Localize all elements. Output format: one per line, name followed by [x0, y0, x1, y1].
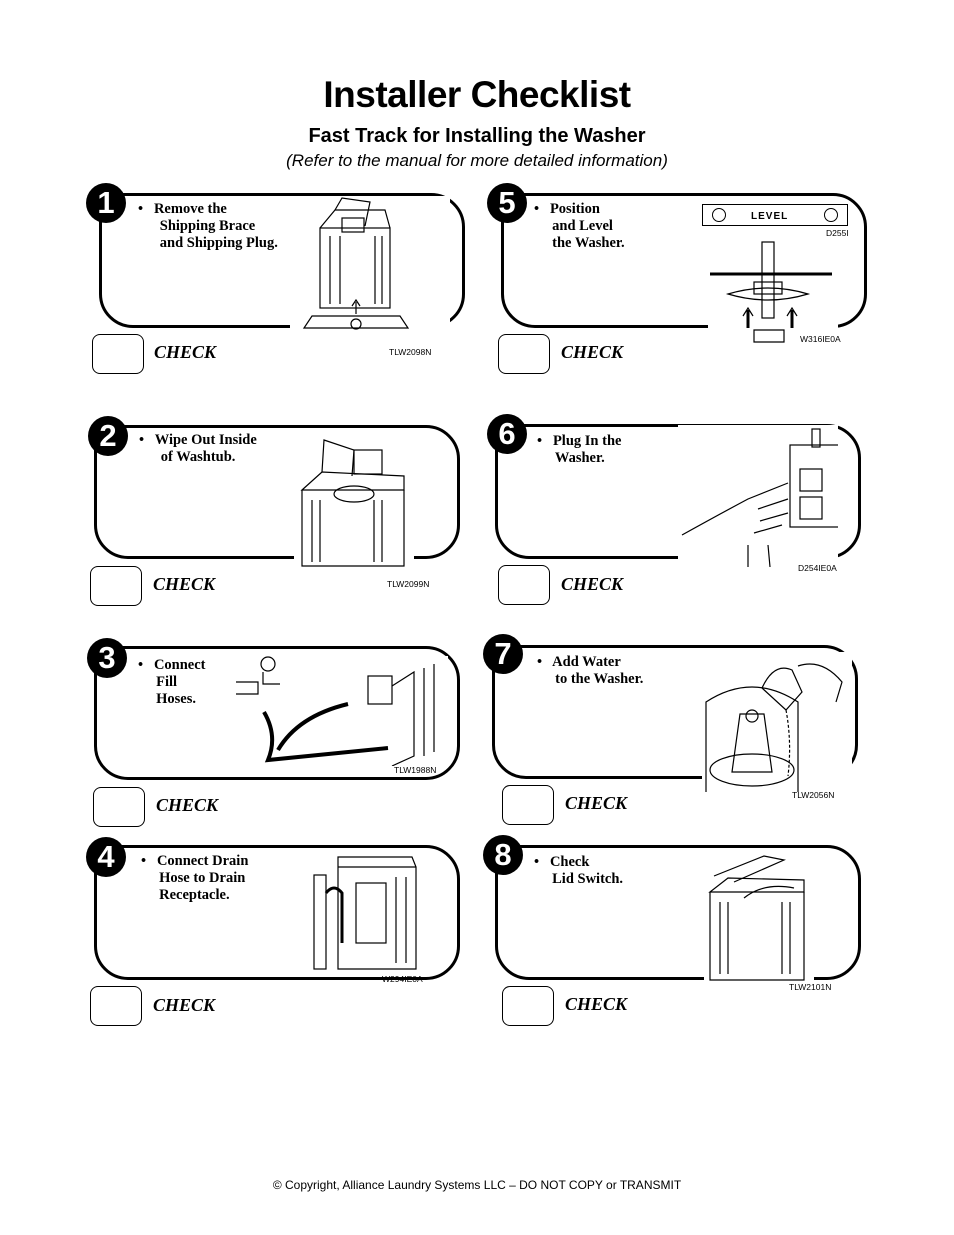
illustration-code: W316IE0A: [800, 334, 841, 344]
fill-hoses-illustration: [228, 656, 448, 766]
step-number-badge: 3: [87, 638, 127, 678]
check-box[interactable]: [502, 785, 554, 825]
illustration-code: W294IE0A: [382, 974, 423, 984]
check-label: CHECK: [154, 342, 217, 362]
check-box[interactable]: [502, 986, 554, 1026]
illustration-code: TLW2099N: [387, 579, 430, 589]
washer-shipping-brace-illustration: [290, 196, 450, 346]
illustration-code: D254IE0A: [798, 563, 837, 573]
step-instruction: • Wipe Out Inside of Washtub.: [139, 432, 257, 465]
page-title: Installer Checklist: [323, 74, 631, 115]
illustration-code: TLW2101N: [789, 982, 832, 992]
step-instruction: • Connect Drain Hose to Drain Receptacle.: [141, 853, 249, 903]
illustration-code: TLW1988N: [394, 765, 437, 775]
add-water-illustration: [702, 652, 852, 792]
check-label: CHECK: [565, 793, 628, 813]
copyright-footer: © Copyright, Alliance Laundry Systems LLC – DO NOT COPY or TRANSMIT: [272, 1178, 682, 1192]
step-instruction: • Remove the Shipping Brace and Shipping Plug.: [138, 201, 278, 251]
check-box[interactable]: [92, 334, 144, 374]
step-number-badge: 1: [86, 183, 126, 223]
step-instruction: • Connect Fill Hoses.: [138, 657, 206, 707]
step-instruction: • Position and Level the Washer.: [534, 201, 625, 251]
step-number-badge: 2: [88, 416, 128, 456]
check-box[interactable]: [498, 334, 550, 374]
step-number-badge: 8: [483, 835, 523, 875]
level-bubble-icon: [824, 208, 838, 222]
reference-note: (Refer to the manual for more detailed information): [286, 151, 668, 170]
step-number-badge: 4: [86, 837, 126, 877]
leveling-leg-illustration: [708, 238, 838, 348]
illustration-code: TLW2056N: [792, 790, 835, 800]
step-number-badge: 5: [487, 183, 527, 223]
check-label: CHECK: [565, 994, 628, 1014]
page-subtitle: Fast Track for Installing the Washer: [308, 125, 646, 147]
step-instruction: • Plug In the Washer.: [537, 433, 622, 466]
plug-outlet-illustration: [678, 425, 838, 570]
check-label: CHECK: [561, 342, 624, 362]
check-label: CHECK: [561, 574, 624, 594]
check-label: CHECK: [153, 574, 216, 594]
check-label: CHECK: [156, 795, 219, 815]
step-number-badge: 7: [483, 634, 523, 674]
level-label: LEVEL: [751, 211, 789, 222]
level-bubble-icon: [712, 208, 726, 222]
illustration-code: TLW2098N: [389, 347, 432, 357]
washer-washtub-illustration: [294, 436, 414, 571]
check-box[interactable]: [90, 986, 142, 1026]
lid-switch-illustration: [704, 852, 814, 982]
check-label: CHECK: [153, 995, 216, 1015]
drain-hose-illustration: [308, 853, 423, 973]
step-instruction: • Add Water to the Washer.: [537, 654, 644, 687]
step-number-badge: 6: [487, 414, 527, 454]
check-box[interactable]: [498, 565, 550, 605]
level-tool: [702, 204, 848, 226]
check-box[interactable]: [93, 787, 145, 827]
check-box[interactable]: [90, 566, 142, 606]
step-instruction: • Check Lid Switch.: [534, 854, 624, 887]
illustration-code: D255I: [826, 228, 849, 238]
